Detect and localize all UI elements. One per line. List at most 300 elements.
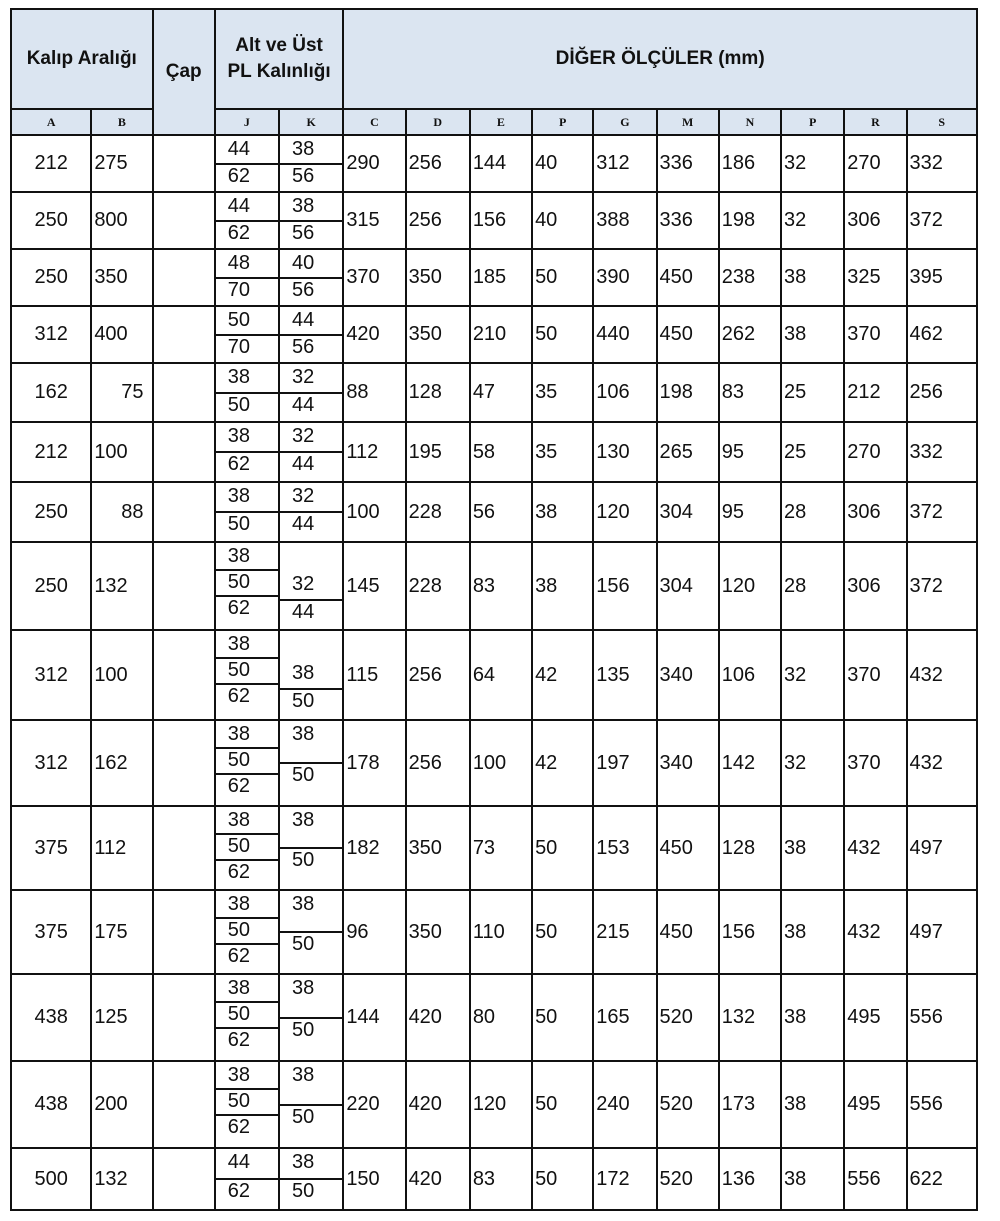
j-value: 38 bbox=[227, 485, 251, 507]
a-value-cell: 212 bbox=[11, 422, 91, 482]
j-values-cell bbox=[215, 363, 279, 422]
n-value-cell: 95 bbox=[719, 422, 781, 482]
c-value-cell: 178 bbox=[343, 720, 405, 806]
table-row bbox=[11, 1148, 977, 1210]
p2-value-cell: 38 bbox=[781, 249, 844, 306]
a-value-cell: 438 bbox=[11, 1061, 91, 1148]
cap-value-cell bbox=[153, 1061, 215, 1148]
d-value-cell: 350 bbox=[406, 890, 470, 974]
table-row bbox=[11, 249, 977, 306]
k-values-cell bbox=[279, 363, 343, 422]
j-value: 62 bbox=[227, 453, 251, 475]
s-value-cell: 256 bbox=[907, 363, 977, 422]
e-value-cell: 47 bbox=[470, 363, 532, 422]
r-value-cell: 270 bbox=[844, 135, 906, 192]
table-row bbox=[11, 306, 977, 363]
table-row bbox=[11, 974, 977, 1061]
k-value: 56 bbox=[292, 278, 315, 301]
k-values-cell bbox=[279, 630, 343, 720]
k-value: 56 bbox=[292, 335, 315, 358]
j-values-cell bbox=[215, 306, 279, 363]
n-value-cell: 186 bbox=[719, 135, 781, 192]
r-value-cell: 370 bbox=[844, 306, 906, 363]
j-values-cell bbox=[215, 192, 279, 249]
m-value-cell: 450 bbox=[657, 306, 719, 363]
p2-value-cell: 32 bbox=[781, 192, 844, 249]
m-value-cell: 340 bbox=[657, 630, 719, 720]
column-letter-p-2: P bbox=[781, 109, 844, 135]
p1-value-cell: 50 bbox=[532, 306, 593, 363]
column-letter-j: J bbox=[215, 109, 279, 135]
c-value-cell: 145 bbox=[343, 542, 405, 630]
g-value-cell: 312 bbox=[593, 135, 656, 192]
k-values-cell bbox=[279, 306, 343, 363]
e-value-cell: 210 bbox=[470, 306, 532, 363]
column-letter-g: G bbox=[593, 109, 656, 135]
m-value-cell: 304 bbox=[657, 482, 719, 542]
e-value-cell: 83 bbox=[470, 1148, 532, 1210]
a-value-cell: 312 bbox=[11, 720, 91, 806]
p2-value-cell: 38 bbox=[781, 974, 844, 1061]
d-value-cell: 228 bbox=[406, 482, 470, 542]
c-value-cell: 220 bbox=[343, 1061, 405, 1148]
cap-value-cell bbox=[153, 542, 215, 630]
e-value-cell: 110 bbox=[470, 890, 532, 974]
r-value-cell: 270 bbox=[844, 422, 906, 482]
r-value-cell: 432 bbox=[844, 890, 906, 974]
d-value-cell: 420 bbox=[406, 974, 470, 1061]
k-values-cell bbox=[279, 720, 343, 806]
k-values-cell bbox=[279, 974, 343, 1061]
b-value-cell: 175 bbox=[91, 890, 152, 974]
m-value-cell: 265 bbox=[657, 422, 719, 482]
k-values-cell bbox=[279, 1148, 343, 1210]
column-letter-c: C bbox=[343, 109, 405, 135]
p1-value-cell: 35 bbox=[532, 363, 593, 422]
table-row bbox=[11, 482, 977, 542]
j-value: 62 bbox=[227, 164, 251, 187]
j-value: 50 bbox=[227, 1090, 251, 1112]
n-value-cell: 156 bbox=[719, 890, 781, 974]
p1-value-cell: 50 bbox=[532, 974, 593, 1061]
g-value-cell: 440 bbox=[593, 306, 656, 363]
p1-value-cell: 38 bbox=[532, 542, 593, 630]
k-values-cell bbox=[279, 135, 343, 192]
r-value-cell: 432 bbox=[844, 806, 906, 890]
b-value-cell: 800 bbox=[91, 192, 152, 249]
n-value-cell: 128 bbox=[719, 806, 781, 890]
column-letter-n: N bbox=[719, 109, 781, 135]
m-value-cell: 336 bbox=[657, 135, 719, 192]
k-value: 38 bbox=[292, 662, 315, 684]
j-value: 50 bbox=[227, 571, 251, 593]
k-value: 56 bbox=[292, 164, 315, 187]
m-value-cell: 520 bbox=[657, 1061, 719, 1148]
c-value-cell: 370 bbox=[343, 249, 405, 306]
j-value: 70 bbox=[227, 335, 251, 358]
j-values-cell bbox=[215, 1148, 279, 1210]
p2-value-cell: 38 bbox=[781, 1061, 844, 1148]
j-value: 38 bbox=[227, 809, 251, 831]
j-value: 38 bbox=[227, 977, 251, 999]
table-row bbox=[11, 806, 977, 890]
s-value-cell: 432 bbox=[907, 630, 977, 720]
n-value-cell: 132 bbox=[719, 974, 781, 1061]
column-letter-r: R bbox=[844, 109, 906, 135]
p2-value-cell: 38 bbox=[781, 806, 844, 890]
j-value: 50 bbox=[227, 393, 251, 416]
j-value: 50 bbox=[227, 659, 251, 681]
b-value-cell: 162 bbox=[91, 720, 152, 806]
plate-thickness-header: Alt ve Üst PL Kalınlığı bbox=[215, 9, 344, 109]
m-value-cell: 450 bbox=[657, 806, 719, 890]
g-value-cell: 106 bbox=[593, 363, 656, 422]
j-values-cell bbox=[215, 135, 279, 192]
dimensions-table bbox=[10, 8, 978, 1211]
e-value-cell: 64 bbox=[470, 630, 532, 720]
table-row bbox=[11, 890, 977, 974]
cap-header: Çap bbox=[153, 9, 215, 135]
d-value-cell: 256 bbox=[406, 192, 470, 249]
k-values-cell bbox=[279, 192, 343, 249]
cap-value-cell bbox=[153, 192, 215, 249]
k-values-cell bbox=[279, 249, 343, 306]
j-values-cell bbox=[215, 890, 279, 974]
k-value: 50 bbox=[292, 1105, 315, 1128]
k-value: 50 bbox=[292, 933, 315, 955]
j-value: 38 bbox=[227, 893, 251, 915]
j-value: 50 bbox=[227, 919, 251, 941]
p1-value-cell: 50 bbox=[532, 1061, 593, 1148]
table-row bbox=[11, 135, 977, 192]
k-value: 50 bbox=[292, 1018, 315, 1041]
other-dimensions-header: DİĞER ÖLÇÜLER (mm) bbox=[343, 9, 977, 109]
e-value-cell: 83 bbox=[470, 542, 532, 630]
j-values-cell bbox=[215, 482, 279, 542]
j-values-cell bbox=[215, 249, 279, 306]
j-value: 70 bbox=[227, 278, 251, 301]
s-value-cell: 395 bbox=[907, 249, 977, 306]
cap-value-cell bbox=[153, 890, 215, 974]
j-values-cell bbox=[215, 806, 279, 890]
header-row bbox=[11, 9, 977, 109]
a-value-cell: 162 bbox=[11, 363, 91, 422]
cap-value-cell bbox=[153, 135, 215, 192]
c-value-cell: 290 bbox=[343, 135, 405, 192]
d-value-cell: 195 bbox=[406, 422, 470, 482]
c-value-cell: 88 bbox=[343, 363, 405, 422]
m-value-cell: 450 bbox=[657, 249, 719, 306]
table-row bbox=[11, 1061, 977, 1148]
k-value: 44 bbox=[292, 513, 315, 535]
r-value-cell: 495 bbox=[844, 1061, 906, 1148]
j-value: 62 bbox=[227, 861, 251, 883]
b-value-cell: 75 bbox=[91, 363, 152, 422]
j-values-cell bbox=[215, 422, 279, 482]
n-value-cell: 142 bbox=[719, 720, 781, 806]
a-value-cell: 312 bbox=[11, 306, 91, 363]
column-letter-k: K bbox=[279, 109, 343, 135]
p1-value-cell: 38 bbox=[532, 482, 593, 542]
p2-value-cell: 38 bbox=[781, 306, 844, 363]
d-value-cell: 256 bbox=[406, 630, 470, 720]
k-values-cell bbox=[279, 806, 343, 890]
b-value-cell: 88 bbox=[91, 482, 152, 542]
m-value-cell: 450 bbox=[657, 890, 719, 974]
p1-value-cell: 50 bbox=[532, 890, 593, 974]
g-value-cell: 153 bbox=[593, 806, 656, 890]
p1-value-cell: 40 bbox=[532, 135, 593, 192]
c-value-cell: 100 bbox=[343, 482, 405, 542]
a-value-cell: 438 bbox=[11, 974, 91, 1061]
r-value-cell: 556 bbox=[844, 1148, 906, 1210]
b-value-cell: 125 bbox=[91, 974, 152, 1061]
p1-value-cell: 40 bbox=[532, 192, 593, 249]
j-value: 62 bbox=[227, 1116, 251, 1138]
k-values-cell bbox=[279, 542, 343, 630]
p2-value-cell: 32 bbox=[781, 135, 844, 192]
a-value-cell: 250 bbox=[11, 482, 91, 542]
k-value: 32 bbox=[292, 366, 315, 388]
table-row bbox=[11, 363, 977, 422]
k-value: 44 bbox=[292, 601, 315, 623]
s-value-cell: 497 bbox=[907, 890, 977, 974]
table-row bbox=[11, 422, 977, 482]
d-value-cell: 350 bbox=[406, 249, 470, 306]
g-value-cell: 388 bbox=[593, 192, 656, 249]
g-value-cell: 215 bbox=[593, 890, 656, 974]
table-row bbox=[11, 192, 977, 249]
d-value-cell: 228 bbox=[406, 542, 470, 630]
column-letter-m: M bbox=[657, 109, 719, 135]
p2-value-cell: 28 bbox=[781, 542, 844, 630]
p2-value-cell: 32 bbox=[781, 630, 844, 720]
cap-value-cell bbox=[153, 363, 215, 422]
r-value-cell: 212 bbox=[844, 363, 906, 422]
s-value-cell: 432 bbox=[907, 720, 977, 806]
c-value-cell: 96 bbox=[343, 890, 405, 974]
e-value-cell: 100 bbox=[470, 720, 532, 806]
k-value: 40 bbox=[292, 252, 315, 274]
e-value-cell: 185 bbox=[470, 249, 532, 306]
e-value-cell: 120 bbox=[470, 1061, 532, 1148]
j-value: 44 bbox=[227, 138, 251, 160]
column-letter-b: B bbox=[91, 109, 152, 135]
r-value-cell: 370 bbox=[844, 720, 906, 806]
b-value-cell: 112 bbox=[91, 806, 152, 890]
j-value: 38 bbox=[227, 366, 251, 388]
table-row bbox=[11, 630, 977, 720]
d-value-cell: 350 bbox=[406, 306, 470, 363]
table-row bbox=[11, 720, 977, 806]
n-value-cell: 238 bbox=[719, 249, 781, 306]
cap-value-cell bbox=[153, 974, 215, 1061]
b-value-cell: 132 bbox=[91, 1148, 152, 1210]
j-value: 38 bbox=[227, 425, 251, 447]
k-value: 38 bbox=[292, 138, 315, 160]
c-value-cell: 112 bbox=[343, 422, 405, 482]
j-value: 38 bbox=[227, 1064, 251, 1086]
k-values-cell bbox=[279, 890, 343, 974]
n-value-cell: 136 bbox=[719, 1148, 781, 1210]
j-values-cell bbox=[215, 720, 279, 806]
k-value: 32 bbox=[292, 485, 315, 507]
n-value-cell: 120 bbox=[719, 542, 781, 630]
g-value-cell: 130 bbox=[593, 422, 656, 482]
n-value-cell: 106 bbox=[719, 630, 781, 720]
b-value-cell: 100 bbox=[91, 422, 152, 482]
p2-value-cell: 38 bbox=[781, 1148, 844, 1210]
a-value-cell: 375 bbox=[11, 806, 91, 890]
b-value-cell: 400 bbox=[91, 306, 152, 363]
c-value-cell: 150 bbox=[343, 1148, 405, 1210]
j-value: 62 bbox=[227, 1180, 251, 1202]
column-letter-e: E bbox=[470, 109, 532, 135]
e-value-cell: 144 bbox=[470, 135, 532, 192]
s-value-cell: 497 bbox=[907, 806, 977, 890]
c-value-cell: 182 bbox=[343, 806, 405, 890]
k-value: 32 bbox=[292, 425, 315, 447]
a-value-cell: 250 bbox=[11, 249, 91, 306]
a-value-cell: 212 bbox=[11, 135, 91, 192]
k-value: 38 bbox=[292, 1064, 315, 1086]
p1-value-cell: 50 bbox=[532, 806, 593, 890]
e-value-cell: 80 bbox=[470, 974, 532, 1061]
r-value-cell: 306 bbox=[844, 192, 906, 249]
a-value-cell: 250 bbox=[11, 192, 91, 249]
column-letter-d: D bbox=[406, 109, 470, 135]
j-value: 50 bbox=[227, 835, 251, 857]
cap-value-cell bbox=[153, 630, 215, 720]
n-value-cell: 198 bbox=[719, 192, 781, 249]
j-value: 48 bbox=[227, 252, 251, 274]
s-value-cell: 332 bbox=[907, 135, 977, 192]
d-value-cell: 350 bbox=[406, 806, 470, 890]
j-value: 44 bbox=[227, 1151, 251, 1173]
p1-value-cell: 50 bbox=[532, 1148, 593, 1210]
p2-value-cell: 28 bbox=[781, 482, 844, 542]
e-value-cell: 156 bbox=[470, 192, 532, 249]
p1-value-cell: 50 bbox=[532, 249, 593, 306]
p1-value-cell: 35 bbox=[532, 422, 593, 482]
e-value-cell: 56 bbox=[470, 482, 532, 542]
s-value-cell: 372 bbox=[907, 192, 977, 249]
k-value: 38 bbox=[292, 809, 315, 831]
cap-value-cell bbox=[153, 482, 215, 542]
j-value: 38 bbox=[227, 633, 251, 655]
s-value-cell: 556 bbox=[907, 974, 977, 1061]
cap-value-cell bbox=[153, 1148, 215, 1210]
j-value: 38 bbox=[227, 545, 251, 567]
d-value-cell: 256 bbox=[406, 135, 470, 192]
b-value-cell: 275 bbox=[91, 135, 152, 192]
b-value-cell: 132 bbox=[91, 542, 152, 630]
d-value-cell: 420 bbox=[406, 1061, 470, 1148]
p2-value-cell: 25 bbox=[781, 422, 844, 482]
s-value-cell: 372 bbox=[907, 542, 977, 630]
j-values-cell bbox=[215, 974, 279, 1061]
m-value-cell: 520 bbox=[657, 974, 719, 1061]
e-value-cell: 58 bbox=[470, 422, 532, 482]
p2-value-cell: 32 bbox=[781, 720, 844, 806]
m-value-cell: 304 bbox=[657, 542, 719, 630]
column-letter-p-1: P bbox=[532, 109, 593, 135]
p2-value-cell: 38 bbox=[781, 890, 844, 974]
m-value-cell: 340 bbox=[657, 720, 719, 806]
k-value: 56 bbox=[292, 221, 315, 244]
j-value: 62 bbox=[227, 945, 251, 967]
c-value-cell: 144 bbox=[343, 974, 405, 1061]
j-value: 50 bbox=[227, 309, 251, 331]
kalip-araligi-header: Kalıp Aralığı bbox=[11, 9, 153, 109]
g-value-cell: 120 bbox=[593, 482, 656, 542]
s-value-cell: 462 bbox=[907, 306, 977, 363]
a-value-cell: 375 bbox=[11, 890, 91, 974]
p1-value-cell: 42 bbox=[532, 720, 593, 806]
k-value: 50 bbox=[292, 690, 315, 712]
k-value: 44 bbox=[292, 393, 315, 416]
s-value-cell: 622 bbox=[907, 1148, 977, 1210]
k-value: 44 bbox=[292, 453, 315, 475]
k-value: 38 bbox=[292, 1151, 315, 1173]
k-value: 38 bbox=[292, 893, 315, 915]
s-value-cell: 372 bbox=[907, 482, 977, 542]
m-value-cell: 198 bbox=[657, 363, 719, 422]
r-value-cell: 495 bbox=[844, 974, 906, 1061]
j-values-cell bbox=[215, 542, 279, 630]
n-value-cell: 262 bbox=[719, 306, 781, 363]
k-values-cell bbox=[279, 1061, 343, 1148]
g-value-cell: 165 bbox=[593, 974, 656, 1061]
d-value-cell: 128 bbox=[406, 363, 470, 422]
c-value-cell: 420 bbox=[343, 306, 405, 363]
e-value-cell: 73 bbox=[470, 806, 532, 890]
g-value-cell: 172 bbox=[593, 1148, 656, 1210]
j-value: 62 bbox=[227, 775, 251, 797]
k-value: 38 bbox=[292, 723, 315, 745]
a-value-cell: 250 bbox=[11, 542, 91, 630]
k-value: 50 bbox=[292, 1180, 315, 1202]
k-value: 50 bbox=[292, 764, 315, 786]
p1-value-cell: 42 bbox=[532, 630, 593, 720]
p2-value-cell: 25 bbox=[781, 363, 844, 422]
r-value-cell: 370 bbox=[844, 630, 906, 720]
j-value: 50 bbox=[227, 749, 251, 771]
g-value-cell: 135 bbox=[593, 630, 656, 720]
b-value-cell: 200 bbox=[91, 1061, 152, 1148]
n-value-cell: 95 bbox=[719, 482, 781, 542]
n-value-cell: 83 bbox=[719, 363, 781, 422]
r-value-cell: 306 bbox=[844, 482, 906, 542]
c-value-cell: 115 bbox=[343, 630, 405, 720]
j-value: 50 bbox=[227, 513, 251, 535]
s-value-cell: 332 bbox=[907, 422, 977, 482]
j-value: 62 bbox=[227, 221, 251, 244]
j-values-cell bbox=[215, 1061, 279, 1148]
j-value: 50 bbox=[227, 1003, 251, 1025]
column-letter-s: S bbox=[907, 109, 977, 135]
g-value-cell: 156 bbox=[593, 542, 656, 630]
d-value-cell: 420 bbox=[406, 1148, 470, 1210]
k-value: 38 bbox=[292, 977, 315, 999]
b-value-cell: 100 bbox=[91, 630, 152, 720]
cap-value-cell bbox=[153, 422, 215, 482]
k-value: 38 bbox=[292, 195, 315, 217]
k-value: 32 bbox=[292, 573, 315, 595]
cap-value-cell bbox=[153, 249, 215, 306]
r-value-cell: 306 bbox=[844, 542, 906, 630]
j-value: 62 bbox=[227, 685, 251, 707]
